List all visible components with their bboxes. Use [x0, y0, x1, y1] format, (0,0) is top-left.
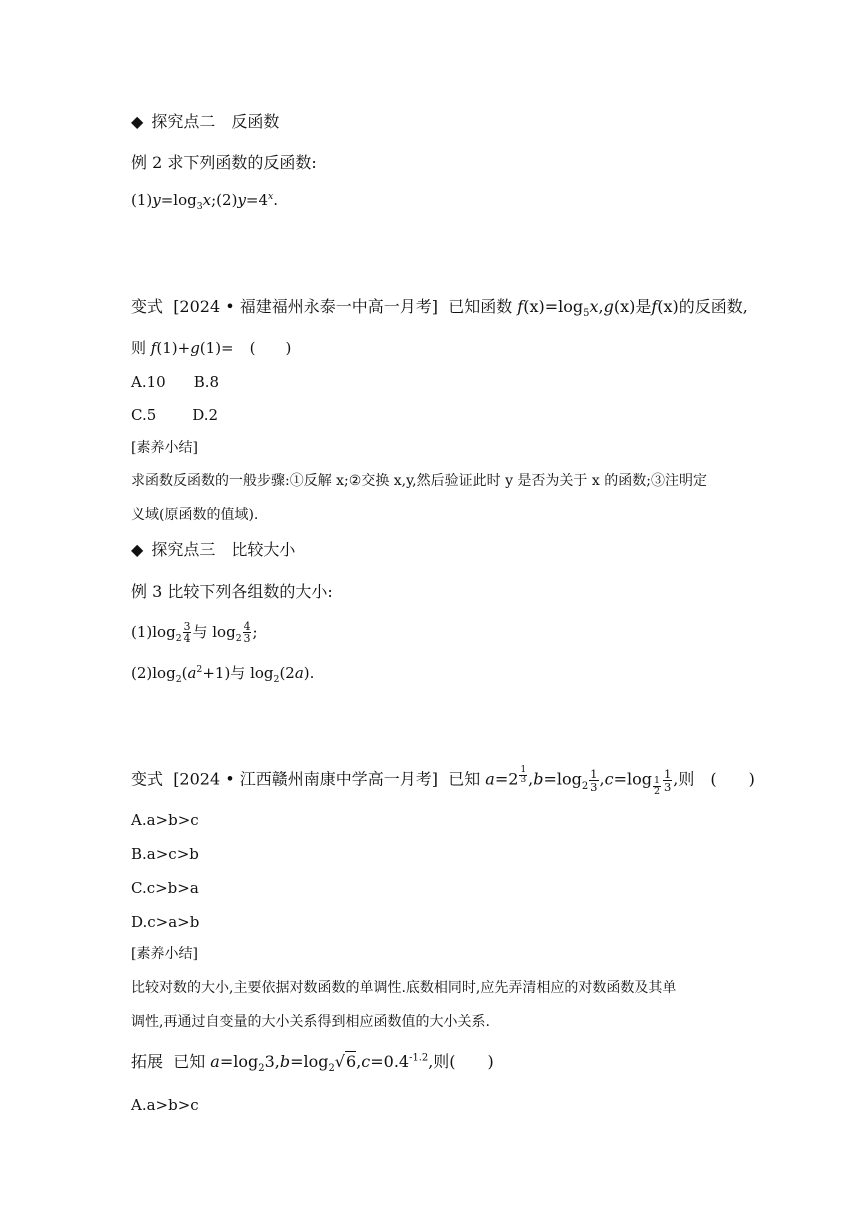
section-title: 探究点二 反函数 — [151, 112, 280, 131]
answer-parentheses: ( ) — [249, 339, 292, 357]
variant-1-options-row2 — [131, 406, 218, 424]
option-c: C.5 — [131, 406, 157, 424]
summary-text-line1: 比较对数的大小,主要依据对数函数的单调性.底数相同时,应先弄清相应的对数函数及其单 — [131, 980, 677, 996]
variant-source: [2024 • 江西赣州南康中学高一月考] — [173, 769, 439, 789]
summary-text-line2: 义域(原函数的值域). — [131, 507, 259, 523]
variant-2: 变式 [2024 • 江西赣州南康中学高一月考] 已知 a=2 $^{\frac{1}{3}}$ $,b=\log_2$ $\frac{1}{3}$ ,c=log $_{\frac{1}{2}}$ $\frac{1}{3}$ ,则 ( ) — [131, 765, 755, 797]
variant-1-line2: 则 f(1)+g(1)= ( ) — [131, 339, 292, 357]
answer-parentheses: ( ) — [710, 769, 755, 789]
extension-label: 拓展 — [131, 1052, 164, 1071]
example-2 — [131, 153, 317, 172]
variant-2-option-b: B.a>c>b — [131, 845, 199, 863]
sqrt-symbol: √ — [334, 1052, 345, 1071]
example-3-part1: $(1)\log_2$ $\frac{3}{4}$ 与 $\log_2$ $\frac{4}{3}$ ; — [131, 620, 258, 646]
option-a: A.10 — [131, 373, 166, 391]
section-title: 探究点三 比较大小 — [151, 540, 296, 559]
variant-source: [2024 • 福建福州永泰一中高一月考] — [173, 297, 439, 316]
example-2-parts: $(1)y=\log_3x;(2)y=4^x$. — [131, 191, 279, 212]
example-question: 比较下列各组数的大小: — [167, 582, 333, 601]
option-b: B.8 — [193, 373, 220, 391]
base-fraction: 1 2 — [653, 774, 660, 797]
diamond-icon: ◆ — [131, 540, 144, 559]
summary-title: [素养小结] — [131, 946, 198, 962]
fraction: $\frac{4}{3}$ — [243, 620, 251, 646]
example-question: 求下列函数的反函数: — [167, 153, 317, 172]
fraction: $\frac{1}{3}$ — [590, 766, 598, 794]
option-d: D.2 — [192, 406, 219, 424]
example-3-part2: $(2)\log_2(a^2+1)$与 $\log_2(2a)$. — [131, 664, 315, 685]
diamond-icon: ◆ — [131, 112, 144, 131]
example-label: 例 3 — [131, 582, 163, 601]
example-3 — [131, 582, 333, 601]
variant-2-option-d: D.c>a>b — [131, 913, 200, 931]
fraction: $\frac{3}{4}$ — [183, 620, 191, 646]
variant-2-option-c: C.c>b>a — [131, 879, 199, 897]
variant-2-option-a: A.a>b>c — [131, 811, 199, 829]
exponent-fraction: 1 3 — [520, 765, 527, 786]
summary-text-line2: 调性,再通过自变量的大小关系得到相应函数值的大小关系. — [131, 1014, 490, 1030]
section-heading-2 — [131, 112, 279, 131]
summary-text-line1: 求函数反函数的一般步骤:①反解 x;②交换 x,y,然后验证此时 y 是否为关于 x 的函数;③注明定 — [131, 473, 707, 489]
extension: 拓展 已知 $a=\log_23,b=\log_2√6,c=0.4^{-1.2}$,则( ) — [131, 1052, 494, 1075]
variant-1-options-row1 — [131, 373, 219, 391]
variant-1: 变式 [2024 • 福建福州永泰一中高一月考] 已知函数 $f(x)=\log_5x,g(x)$是f(x)的反函数, — [131, 297, 748, 320]
extension-option-a: A.a>b>c — [131, 1096, 199, 1114]
fraction: $\frac{1}{3}$ — [663, 766, 672, 794]
variant-label: 变式 — [131, 297, 164, 316]
variant-label: 变式 — [131, 769, 164, 789]
section-heading-3 — [131, 540, 295, 559]
summary-title: [素养小结] — [131, 440, 198, 456]
example-label: 例 2 — [131, 153, 163, 172]
